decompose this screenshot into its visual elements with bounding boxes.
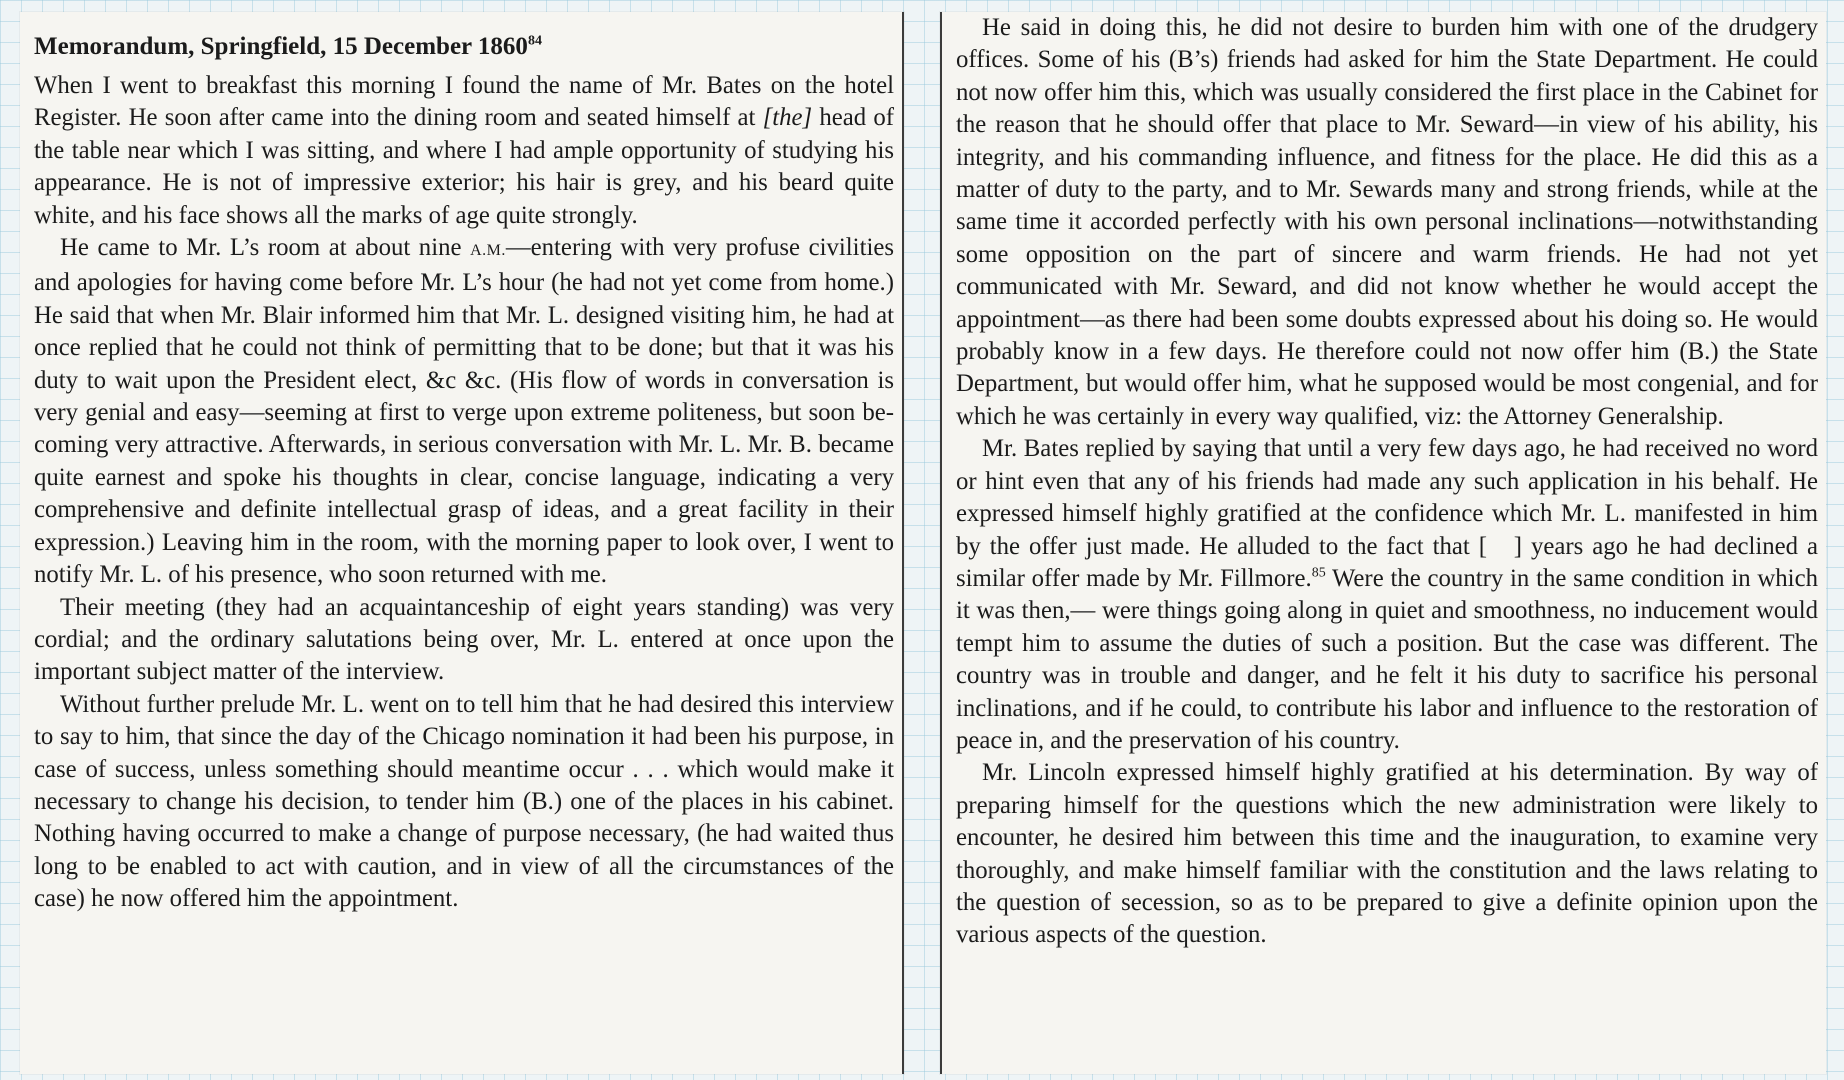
paragraph-state-department: He said in doing this, he did not desire to burden him with one of the drudgery offices. Some of his (B’s) friends had asked for him the State Department. He could not now offer him this, which was usually considered the first place in the Cabinet for the reason that he should offer that place to Mr. Seward—in view of his ability, his integrity, and his commanding influence, and fitness for the place. He did this as a matter of duty to the party, and to Mr. Sewards many and strong friends, while at the same time it accorded perfectly with his own personal inclinations—notwithstanding some opposition on the part of sincere and warm friends. He had not yet communicated with Mr. Seward, and did not know whether he would accept the appointment—as there had been some doubts expressed about his doing so. He would probably know in a few days. He therefore could not now offer him (B.) the State Department, but would offer him, what he supposed would be most congenial, and for which he was certainly in every way qualified, viz: the Attorney Generalship. (956, 14, 1818, 430)
paragraph-text: He came to Mr. L’s room at about nine (60, 234, 471, 262)
heading-footnote-marker: 84 (527, 33, 542, 49)
footnote-marker: 85 (1311, 565, 1326, 581)
editorial-insertion: [the] (762, 104, 813, 132)
paragraph-text: Were the country in the same condition in which it was then,— were things going along in quiet and smoothness, no inducement would tempt him to assume the duties of such a position. But the case was different. The country was in trouble and danger, and he felt it his duty to sacrifice his personal inclinations, and if he could, to contribute his labor and influence to the restoration of peace in, and the preservation of his country. (956, 564, 1818, 754)
time-abbreviation: A.M. (470, 242, 506, 260)
paragraph-text: When I went to breakfast this morning I found the name of Mr. Bates on the hotel Register. He soon after came into the dining room and seated himself at (34, 72, 894, 132)
paragraph-breakfast (34, 70, 894, 232)
paragraph-bates-reply (956, 433, 1818, 757)
paragraph-lincoln-response: Mr. Lincoln expressed himself highly gratified at his determination. By way of preparing himself for the questions which the new administration were likely to encounter, he desired him between this time and the inauguration, to examine very thoroughly, and make himself familiar with the constitution and the laws relating to the question of secession, so as to be prepared to give a definite opinion upon the various aspects of the question. (956, 759, 1818, 949)
right-page-clipping (940, 12, 1826, 1074)
memorandum-heading (34, 30, 894, 64)
paragraph-meeting: Their meeting (they had an acquaintanceship of eight years standing) was very cordial; and the ordinary salutations being over, Mr. L. entered at once upon the important subject matter of the interview. (34, 593, 894, 686)
memorandum-title: Memorandum, Springfield, 15 December 1860 (34, 33, 528, 60)
paragraph-text: —entering with very profuse civilities and apologies for having come before Mr. L’s hour (he had not yet come from home.) He said that when Mr. Blair informed him that Mr. L. designed visiting him, he had at once replied that he could not think of permitting that to be done; but that it was his duty to wait upon the President elect, &c &c. (His flow of words in conversation is very genial and easy—seeming at first to verge upon extreme politeness, but soon becoming very attractive. Afterwards, in serious conversation with Mr. L. Mr. B. became quite earnest and spoke his thoughts in clear, concise language, indicating a very comprehensive and definite intellectual grasp of ideas, and a great facility in their expression.) Leaving him in the room, with the morning paper to look over, I went to notify Mr. L. of his presence, who soon returned with me. (34, 234, 895, 589)
paragraph-visit (34, 232, 894, 591)
paragraph-text: Mr. Bates replied by saying that until a very few days ago, he had received no word or hint even that any of his friends had made any such application in his behalf. He expressed himself highly gratified at the confidence which Mr. L. manifested in him by the offer just made. He alluded to the fact that [ ] years ago he had declined a similar offer made by Mr. Fillmore. (956, 435, 1818, 592)
left-page-clipping (20, 12, 904, 1074)
paragraph-text: head of the table near which I was sitting, and where I had ample opportunity of studying his appearance. He is not of impressive exterior; his hair is grey, and his beard quite white, and his face shows all the marks of age quite strongly. (34, 104, 894, 229)
left-text-column (34, 30, 894, 916)
paragraph-offer: Without further prelude Mr. L. went on to tell him that he had desired this interview to say to him, that since the day of the Chicago nomination it had been his purpose, in case of success, unless something should meantime occur . . . which would make it necessary to change his decision, to tender him (B.) one of the places in his cabinet. Nothing having occurred to make a change of purpose necessary, (he had waited thus long to be enabled to act with caution, and in view of all the circumstances of the case) he now offered him the appointment. (34, 690, 894, 913)
right-text-column (956, 12, 1818, 952)
